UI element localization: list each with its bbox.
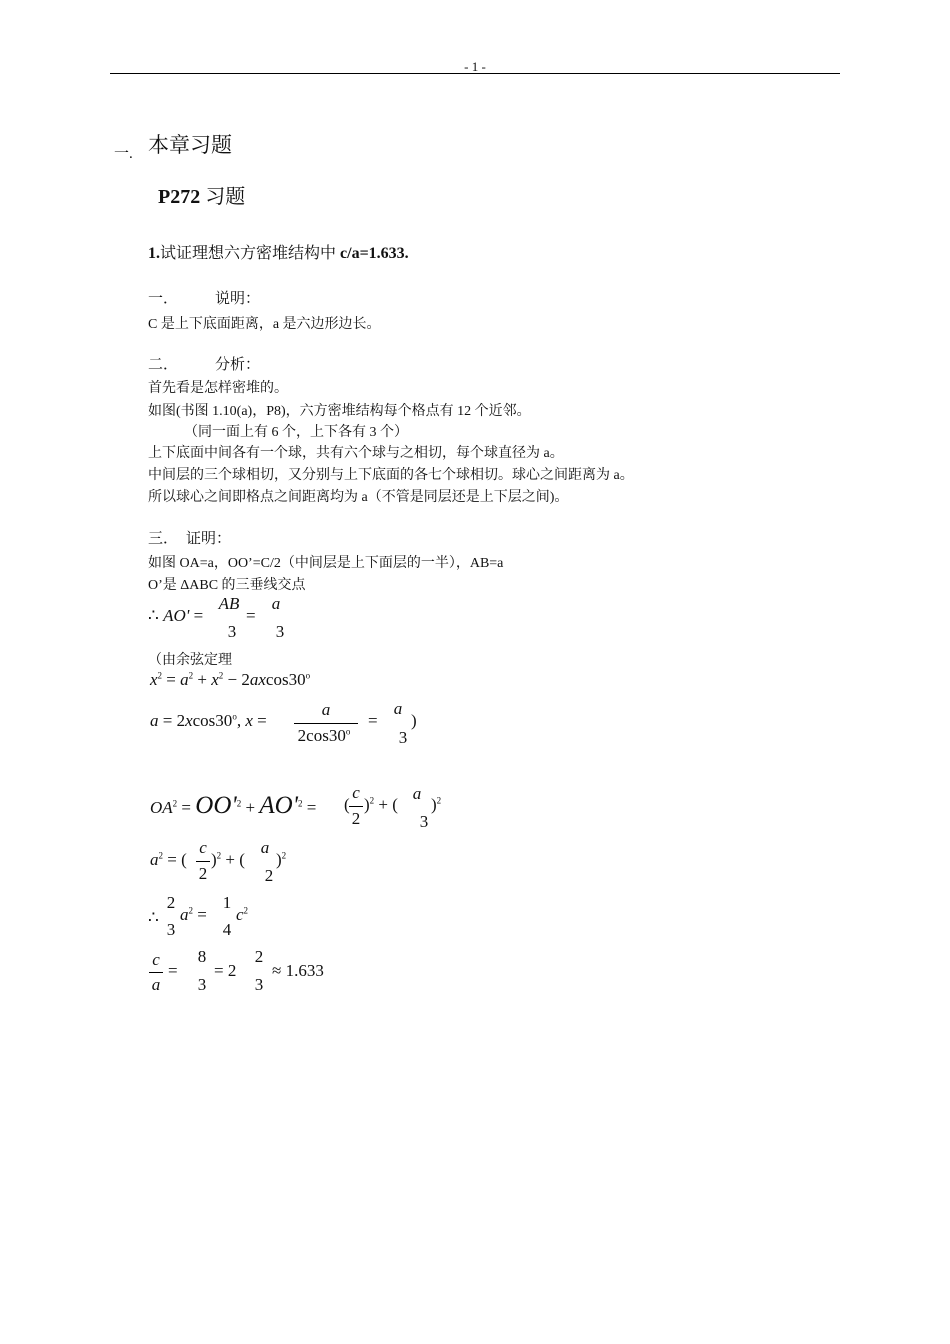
therefore-symbol: ∴ bbox=[148, 606, 159, 625]
math-var: OO' bbox=[195, 792, 237, 819]
part2-line: （同一面上有 6 个，上下各有 3 个） bbox=[184, 425, 408, 440]
fraction-bar bbox=[196, 861, 210, 862]
frac-numerator: c bbox=[352, 783, 360, 802]
frac-denominator: 2 bbox=[198, 864, 208, 883]
math-var: x bbox=[150, 670, 158, 689]
problem-number: 1. bbox=[148, 245, 160, 262]
math-term: $c^2$ bbox=[236, 905, 249, 924]
part1-heading: 一． bbox=[148, 291, 179, 307]
math-var: a bbox=[180, 905, 189, 924]
plus-sign: + bbox=[245, 798, 256, 817]
frac-numerator: AB bbox=[218, 594, 240, 613]
math-var: a bbox=[180, 670, 189, 689]
equals-sign: = bbox=[193, 606, 204, 625]
part2-line: 上下底面中间各有一个球，共有六个球与之相切，每个球直径为 a。 bbox=[148, 446, 564, 461]
frac-numerator: 8 bbox=[197, 947, 207, 966]
paren-close: )$^2$ bbox=[431, 795, 442, 814]
part2-line: 中间层的三个球相切，又分别与上下底面的各七个球相切。球心之间距离为 a。 bbox=[148, 468, 634, 483]
problem-claim: c/a=1.633. bbox=[340, 245, 409, 262]
page-number: - 1 - bbox=[464, 59, 486, 74]
math-var: a bbox=[150, 711, 159, 730]
equals-sign: = bbox=[168, 961, 178, 980]
math-var: a bbox=[150, 850, 159, 869]
part2-line: 首先看是怎样密堆的。 bbox=[148, 381, 288, 396]
math-var: x bbox=[245, 711, 253, 730]
eq-a-squared: $a^2$ = ( bbox=[150, 850, 187, 869]
part3-line: 如图 OA=a，OO’=C/2（中间层是上下面层的一半），AB=a bbox=[148, 556, 504, 571]
cos-term: cos30 bbox=[265, 670, 306, 689]
eq-cosine-law: $x^2 = a^2 + x^2 - 2axcos30^o$ bbox=[150, 670, 311, 689]
paren-open: ( bbox=[344, 795, 350, 814]
chapter-title: 本章习题 bbox=[148, 133, 232, 157]
close-paren: ) bbox=[411, 711, 417, 730]
frac-denominator: 3 bbox=[254, 975, 264, 994]
math-var: x bbox=[211, 670, 219, 689]
frac-numerator: c bbox=[199, 838, 207, 857]
frac-denominator: 3 bbox=[166, 920, 176, 939]
frac-numerator: c bbox=[152, 950, 160, 969]
approx-result: ≈ 1.633 bbox=[272, 961, 324, 980]
frac-denominator: 3 bbox=[275, 622, 285, 641]
frac-numerator: a bbox=[393, 699, 403, 718]
paren-close: )$^2$ + ( bbox=[211, 850, 245, 869]
section-label: 习题 bbox=[205, 186, 246, 208]
frac-denominator: 3 bbox=[398, 728, 408, 747]
frac-denominator: 2 bbox=[264, 866, 274, 885]
fraction-bar bbox=[294, 723, 358, 724]
frac-numerator: 2 bbox=[254, 947, 264, 966]
math-term: = 2 bbox=[214, 961, 237, 980]
frac-denominator: a bbox=[151, 975, 161, 994]
part2-line: 如图(书图 1.10(a)，P8)，六方密堆结构每个格点有 12 个近邻。 bbox=[148, 404, 531, 419]
frac-numerator: 1 bbox=[222, 893, 232, 912]
fraction-bar bbox=[349, 806, 363, 807]
part3-line: O’是 ΔABC 的三垂线交点 bbox=[148, 578, 306, 593]
fraction-bar bbox=[149, 972, 163, 973]
problem-statement bbox=[148, 240, 409, 263]
problem-text: 试证理想六方密堆结构中 bbox=[160, 245, 337, 262]
frac-denominator: 3 bbox=[197, 975, 207, 994]
cos-term: 2cos30 bbox=[297, 726, 346, 745]
frac-denominator: 2cos30$^o$ bbox=[297, 726, 351, 745]
math-var: AO' bbox=[259, 792, 298, 819]
eq-solve-x: $a = 2xcos30^o$, x = bbox=[150, 711, 267, 730]
frac-denominator: 2 bbox=[351, 809, 361, 828]
paren-close: )$^2$ + ( bbox=[364, 795, 398, 814]
part1-line: C 是上下底面距离，a 是六边形边长。 bbox=[148, 317, 381, 332]
math-var: c bbox=[236, 905, 244, 924]
cos-term: cos30 bbox=[192, 711, 233, 730]
frac-numerator: a bbox=[271, 594, 281, 613]
frac-numerator: a bbox=[412, 784, 422, 803]
part2-title: 分析： bbox=[215, 357, 261, 373]
eq-pythagoras: $OA^2 = OO'^2 + AO'^2$ = bbox=[150, 792, 317, 819]
frac-numerator: a bbox=[260, 838, 270, 857]
cosine-law-note: （由余弦定理 bbox=[148, 653, 232, 668]
chapter-number: 一. bbox=[114, 146, 133, 162]
section-heading bbox=[158, 180, 245, 209]
equals-sign: = bbox=[246, 606, 256, 625]
section-code: P272 bbox=[158, 186, 201, 208]
part2-heading: 二． bbox=[148, 357, 179, 373]
frac-numerator: 2 bbox=[166, 893, 176, 912]
therefore-symbol: ∴ bbox=[148, 908, 159, 927]
frac-denominator: 4 bbox=[222, 920, 232, 939]
paren-close: )$^2$ bbox=[276, 850, 287, 869]
part3-heading: 三． bbox=[148, 531, 179, 547]
frac-numerator: a bbox=[321, 700, 331, 719]
math-var: x bbox=[185, 711, 193, 730]
frac-denominator: 3 bbox=[419, 812, 429, 831]
math-var: OA bbox=[150, 798, 173, 817]
frac-denominator: 3 bbox=[227, 622, 237, 641]
math-term: $a^2$ = bbox=[180, 905, 207, 924]
header-rule bbox=[110, 73, 840, 74]
eq-ao-prime bbox=[148, 606, 203, 626]
math-var: AO' bbox=[163, 606, 190, 625]
part3-title: 证明： bbox=[186, 531, 232, 547]
part2-line: 所以球心之间即格点之间距离均为 a（不管是同层还是上下层之间)。 bbox=[148, 490, 569, 505]
part1-title: 说明： bbox=[215, 291, 261, 307]
equals-sign: = bbox=[368, 711, 378, 730]
